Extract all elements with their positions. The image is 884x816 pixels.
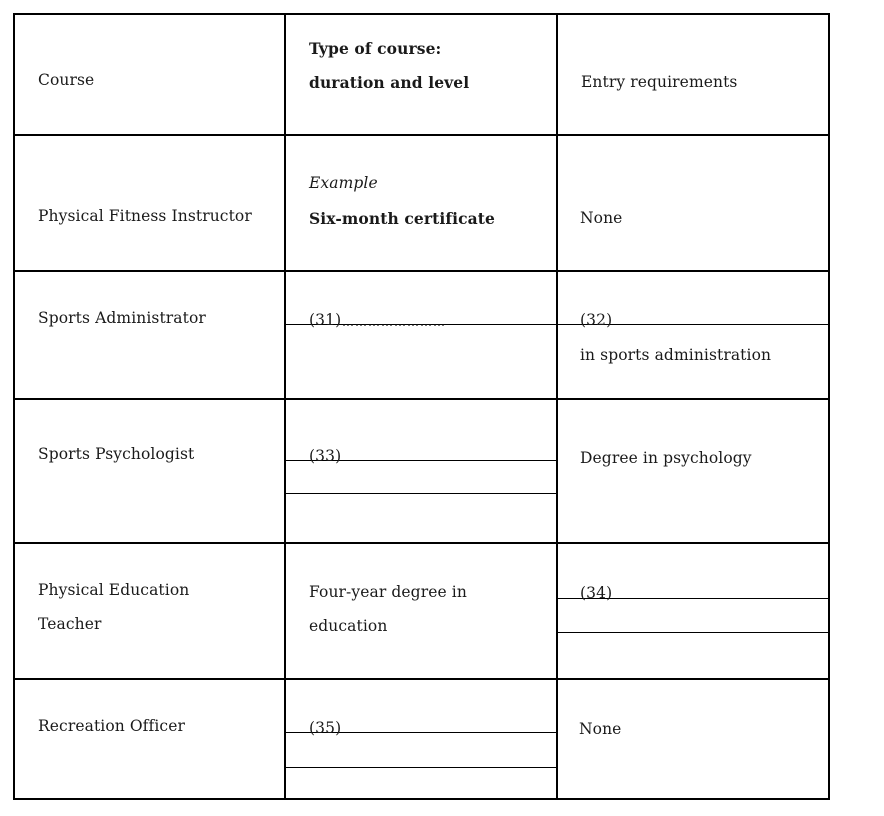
table-border-left (13, 13, 15, 800)
answer-line-35b (284, 767, 558, 768)
row4-type-line1: Four-year degree in (309, 583, 467, 601)
row4-type-line2: education (309, 617, 388, 635)
row5-type-gap: (35) (309, 719, 342, 737)
row1-entry: None (580, 209, 623, 227)
row3-entry: Degree in psychology (580, 449, 752, 467)
row-divider-4 (13, 542, 830, 544)
row3-course: Sports Psychologist (38, 445, 195, 463)
row5-entry: None (579, 720, 622, 738)
row4-course-line1: Physical Education (38, 581, 190, 599)
header-entry: Entry requirements (581, 73, 738, 91)
row1-type-text: Six-month certificate (309, 209, 495, 228)
table-border-top (13, 13, 830, 15)
row1-type-example: Example (309, 174, 378, 192)
row2-type-dots: …………………… (342, 315, 446, 329)
row4-course-line2: Teacher (38, 615, 102, 633)
header-course: Course (38, 71, 95, 89)
course-table (13, 13, 830, 800)
row2-type-gap: (31) (309, 311, 342, 329)
table-border-right (828, 13, 830, 800)
answer-line-34b (556, 632, 830, 633)
row2-entry-gap: (32) (580, 311, 613, 329)
row-divider-1 (13, 134, 830, 136)
row-divider-5 (13, 678, 830, 680)
row2-entry-text: in sports administration (580, 346, 772, 364)
row4-entry-gap: (34) (580, 584, 613, 602)
column-divider-2 (556, 13, 558, 800)
row-divider-2 (13, 270, 830, 272)
table-border-bottom (13, 798, 830, 800)
row5-course: Recreation Officer (38, 717, 185, 735)
answer-line-33b (284, 493, 558, 494)
row-divider-3 (13, 398, 830, 400)
row1-course: Physical Fitness Instructor (38, 207, 252, 225)
row2-course: Sports Administrator (38, 309, 206, 327)
row3-type-gap: (33) (309, 447, 342, 465)
header-type-line1: Type of course: (309, 39, 442, 58)
header-type-line2: duration and level (309, 73, 470, 92)
column-divider-1 (284, 13, 286, 800)
